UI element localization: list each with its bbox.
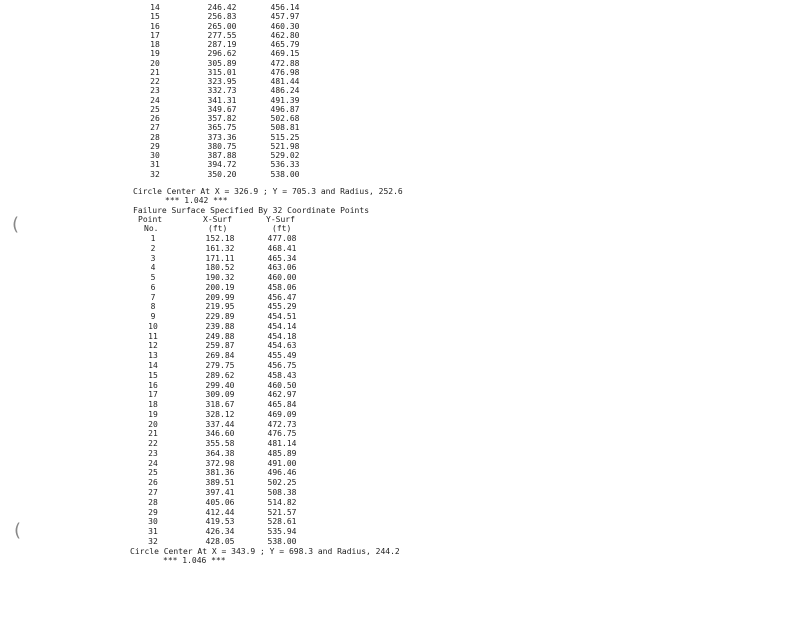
table-row (0, 537, 800, 546)
y-surf-value: 454.51 (267, 312, 297, 322)
x-surf-value: 365.75 (207, 123, 237, 133)
y-surf-value: 458.43 (267, 370, 297, 380)
point-number: 27 (150, 123, 160, 133)
x-surf-value: 239.88 (205, 321, 235, 331)
table-row (0, 59, 800, 68)
x-surf-value: 394.72 (207, 160, 237, 170)
point-number: 14 (150, 3, 160, 12)
table-row (0, 160, 800, 169)
point-number: 4 (150, 263, 156, 273)
circle-center-line-1: Circle Center At X = 326.9 ; Y = 705.3 and Radius, 252.6 (133, 187, 403, 196)
x-surf-value: 405.06 (205, 497, 235, 507)
y-surf-value: 456.75 (267, 361, 297, 370)
x-surf-value: 428.05 (205, 536, 235, 546)
table-row (0, 390, 800, 399)
table-row (0, 332, 800, 341)
point-number: 6 (150, 282, 156, 292)
y-surf-value: 508.81 (270, 123, 300, 133)
point-number: 18 (148, 400, 158, 410)
table-row (0, 508, 800, 517)
y-surf-value: 514.82 (267, 497, 297, 507)
table-row (0, 151, 800, 160)
y-surf-value: 468.41 (267, 243, 297, 253)
x-surf-value: 305.89 (207, 58, 237, 68)
y-surf-value: 460.30 (270, 21, 300, 31)
x-surf-value: 200.19 (205, 282, 235, 292)
y-surf-value: 536.33 (270, 160, 300, 170)
y-surf-value: 462.97 (267, 390, 297, 400)
x-surf-value: 328.12 (205, 409, 235, 419)
table-row (0, 478, 800, 487)
table-row (0, 3, 800, 12)
table-row (0, 381, 800, 390)
y-surf-value: 481.14 (267, 439, 297, 449)
table-row (0, 420, 800, 429)
y-surf-value: 528.61 (267, 517, 297, 527)
table-row (0, 351, 800, 360)
y-surf-value: 462.80 (270, 30, 300, 40)
x-surf-value: 277.55 (207, 30, 237, 40)
table-row (0, 40, 800, 49)
y-surf-value: 538.00 (267, 536, 297, 546)
y-surf-value: 465.34 (267, 253, 297, 263)
point-number: 5 (150, 273, 156, 283)
column-header-x-surf: X-Surf (203, 215, 232, 224)
point-number: 32 (148, 536, 158, 546)
y-surf-value: 472.88 (270, 58, 300, 68)
table-row (0, 244, 800, 253)
point-number: 32 (150, 169, 160, 179)
y-surf-value: 472.73 (267, 419, 297, 429)
point-number: 12 (148, 341, 158, 351)
x-surf-value: 161.32 (205, 243, 235, 253)
y-surf-value: 460.50 (267, 380, 297, 390)
y-surf-value: 465.79 (270, 40, 300, 49)
point-number: 19 (148, 409, 158, 419)
y-surf-value: 457.97 (270, 12, 300, 22)
column-header-no: No. (144, 224, 159, 233)
y-surf-value: 469.15 (270, 49, 300, 59)
y-surf-value: 456.47 (267, 292, 297, 302)
point-number: 20 (150, 58, 160, 68)
table-row (0, 283, 800, 292)
x-surf-value: 256.83 (207, 12, 237, 22)
x-surf-value: 387.88 (207, 151, 237, 160)
x-surf-value: 412.44 (205, 507, 235, 517)
y-surf-value: 458.06 (267, 282, 297, 292)
x-surf-value: 426.34 (205, 527, 235, 537)
x-surf-value: 346.60 (205, 429, 235, 439)
table-row (0, 142, 800, 151)
point-number: 23 (148, 448, 158, 458)
y-surf-value: 454.18 (267, 331, 297, 341)
table-row (0, 361, 800, 370)
table-row (0, 234, 800, 243)
table-row (0, 22, 800, 31)
y-surf-value: 486.24 (270, 86, 300, 96)
table-row (0, 273, 800, 282)
point-number: 11 (148, 331, 158, 341)
point-number: 25 (150, 104, 160, 114)
table-row (0, 49, 800, 58)
x-surf-value: 355.58 (205, 439, 235, 449)
x-surf-value: 315.01 (207, 67, 237, 77)
y-surf-value: 496.87 (270, 104, 300, 114)
y-surf-value: 481.44 (270, 77, 300, 86)
table-row (0, 68, 800, 77)
x-surf-value: 318.67 (205, 400, 235, 410)
point-number: 16 (148, 380, 158, 390)
point-number: 9 (150, 312, 156, 322)
table-row (0, 341, 800, 350)
x-surf-value: 380.75 (207, 141, 237, 151)
y-surf-value: 515.25 (270, 132, 300, 142)
point-number: 1 (150, 234, 156, 243)
column-unit-x: (ft) (208, 224, 228, 233)
x-surf-value: 269.84 (205, 351, 235, 361)
table-row (0, 77, 800, 86)
y-surf-value: 538.00 (270, 169, 300, 179)
x-surf-value: 299.40 (205, 380, 235, 390)
point-number: 14 (148, 361, 158, 370)
x-surf-value: 171.11 (205, 253, 235, 263)
punch-hole-mark-bottom: ( (14, 520, 22, 541)
column-unit-y: (ft) (272, 224, 292, 233)
table-row (0, 12, 800, 21)
column-header-point: Point (138, 215, 163, 224)
point-number: 24 (148, 458, 158, 468)
point-number: 16 (150, 21, 160, 31)
y-surf-value: 460.00 (267, 273, 297, 283)
y-surf-value: 465.84 (267, 400, 297, 410)
factor-of-safety-line-1: *** 1.042 *** (165, 196, 228, 205)
table-row (0, 322, 800, 331)
point-number: 21 (148, 429, 158, 439)
y-surf-value: 502.68 (270, 114, 300, 123)
x-surf-value: 419.53 (205, 517, 235, 527)
x-surf-value: 381.36 (205, 468, 235, 478)
point-number: 31 (150, 160, 160, 170)
table-row (0, 488, 800, 497)
point-number: 8 (150, 302, 156, 312)
y-surf-value: 508.38 (267, 488, 297, 498)
point-number: 27 (148, 488, 158, 498)
table-row (0, 498, 800, 507)
point-number: 23 (150, 86, 160, 96)
table-row (0, 86, 800, 95)
point-number: 31 (148, 527, 158, 537)
point-number: 2 (150, 243, 156, 253)
table-row (0, 400, 800, 409)
x-surf-value: 349.67 (207, 104, 237, 114)
x-surf-value: 180.52 (205, 263, 235, 273)
x-surf-value: 190.32 (205, 273, 235, 283)
table-row (0, 263, 800, 272)
table-row (0, 371, 800, 380)
y-surf-value: 521.98 (270, 141, 300, 151)
x-surf-value: 357.82 (207, 114, 237, 123)
point-number: 22 (148, 439, 158, 449)
x-surf-value: 296.62 (207, 49, 237, 59)
table-row (0, 114, 800, 123)
point-number: 3 (150, 253, 156, 263)
table-row (0, 527, 800, 536)
x-surf-value: 309.09 (205, 390, 235, 400)
table-row (0, 468, 800, 477)
point-number: 25 (148, 468, 158, 478)
x-surf-value: 287.19 (207, 40, 237, 49)
x-surf-value: 337.44 (205, 419, 235, 429)
x-surf-value: 373.36 (207, 132, 237, 142)
y-surf-value: 476.75 (267, 429, 297, 439)
table-row (0, 449, 800, 458)
point-number: 21 (150, 67, 160, 77)
x-surf-value: 259.87 (205, 341, 235, 351)
point-number: 30 (148, 517, 158, 527)
y-surf-value: 454.14 (267, 321, 297, 331)
x-surf-value: 341.31 (207, 95, 237, 105)
x-surf-value: 279.75 (205, 361, 235, 370)
y-surf-value: 454.63 (267, 341, 297, 351)
x-surf-value: 246.42 (207, 3, 237, 12)
point-number: 30 (150, 151, 160, 160)
point-number: 17 (150, 30, 160, 40)
point-number: 20 (148, 419, 158, 429)
y-surf-value: 535.94 (267, 527, 297, 537)
point-number: 10 (148, 321, 158, 331)
y-surf-value: 477.08 (267, 234, 297, 243)
table-row (0, 459, 800, 468)
y-surf-value: 455.49 (267, 351, 297, 361)
table-row (0, 517, 800, 526)
x-surf-value: 350.20 (207, 169, 237, 179)
point-number: 29 (148, 507, 158, 517)
table-row (0, 302, 800, 311)
table-row (0, 254, 800, 263)
y-surf-value: 491.39 (270, 95, 300, 105)
x-surf-value: 389.51 (205, 478, 235, 488)
y-surf-value: 502.25 (267, 478, 297, 488)
y-surf-value: 455.29 (267, 302, 297, 312)
y-surf-value: 476.98 (270, 67, 300, 77)
point-number: 29 (150, 141, 160, 151)
x-surf-value: 323.95 (207, 77, 237, 86)
table-row (0, 170, 800, 179)
y-surf-value: 456.14 (270, 3, 300, 12)
factor-of-safety-line-2: *** 1.046 *** (163, 556, 226, 565)
x-surf-value: 152.18 (205, 234, 235, 243)
x-surf-value: 372.98 (205, 458, 235, 468)
y-surf-value: 485.89 (267, 448, 297, 458)
table-row (0, 312, 800, 321)
point-number: 22 (150, 77, 160, 86)
x-surf-value: 249.88 (205, 331, 235, 341)
x-surf-value: 289.62 (205, 370, 235, 380)
x-surf-value: 209.99 (205, 292, 235, 302)
point-number: 28 (148, 497, 158, 507)
table-row (0, 31, 800, 40)
table-row (0, 439, 800, 448)
y-surf-value: 521.57 (267, 507, 297, 517)
point-number: 28 (150, 132, 160, 142)
table-row (0, 96, 800, 105)
y-surf-value: 469.09 (267, 409, 297, 419)
y-surf-value: 491.00 (267, 458, 297, 468)
table-row (0, 133, 800, 142)
point-number: 7 (150, 292, 156, 302)
point-number: 15 (148, 370, 158, 380)
y-surf-value: 529.02 (270, 151, 300, 160)
point-number: 18 (150, 40, 160, 49)
point-number: 17 (148, 390, 158, 400)
x-surf-value: 364.38 (205, 448, 235, 458)
point-number: 26 (150, 114, 160, 123)
column-header-y-surf: Y-Surf (266, 215, 295, 224)
x-surf-value: 229.89 (205, 312, 235, 322)
x-surf-value: 265.00 (207, 21, 237, 31)
x-surf-value: 219.95 (205, 302, 235, 312)
point-number: 19 (150, 49, 160, 59)
point-number: 26 (148, 478, 158, 488)
table-row (0, 429, 800, 438)
y-surf-value: 496.46 (267, 468, 297, 478)
punch-hole-mark-top: ( (12, 214, 20, 235)
table-row (0, 293, 800, 302)
table-row (0, 123, 800, 132)
x-surf-value: 332.73 (207, 86, 237, 96)
point-number: 15 (150, 12, 160, 22)
failure-surface-heading: Failure Surface Specified By 32 Coordinate Points (133, 206, 370, 215)
point-number: 24 (150, 95, 160, 105)
point-number: 13 (148, 351, 158, 361)
x-surf-value: 397.41 (205, 488, 235, 498)
table-row (0, 105, 800, 114)
y-surf-value: 463.06 (267, 263, 297, 273)
circle-center-line-2: Circle Center At X = 343.9 ; Y = 698.3 and Radius, 244.2 (130, 547, 400, 556)
table-row (0, 410, 800, 419)
